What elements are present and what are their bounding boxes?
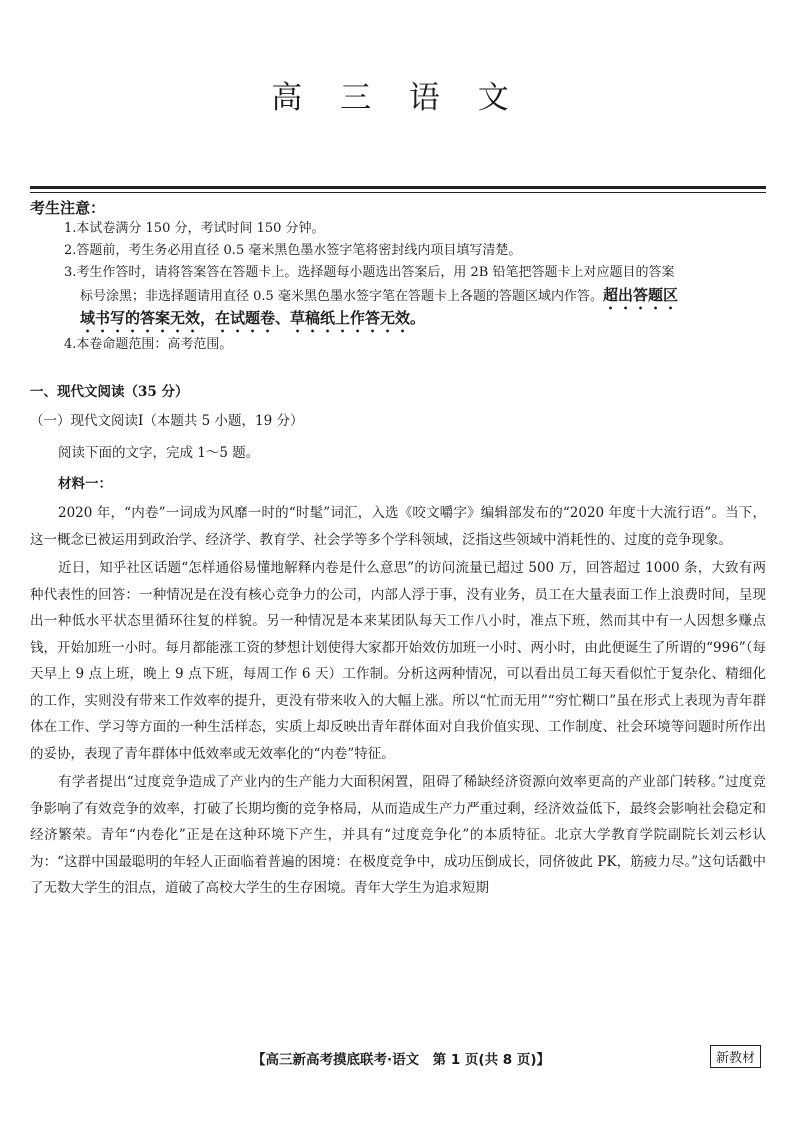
- material-label: 材料一：: [58, 476, 112, 492]
- page-footer: 【高三新高考摸底联考·语文 第 1 页(共 8 页)】: [252, 1052, 551, 1068]
- reading-instruction: 阅读下面的文字，完成 1～5 题。: [58, 445, 260, 461]
- header-divider-thick: [30, 186, 766, 189]
- section-heading: 一、现代文阅读（35 分）: [30, 384, 189, 400]
- notice-item-1: 1.本试卷满分 150 分，考试时间 150 分钟。: [64, 221, 325, 236]
- notice-emphasis: [80, 309, 425, 336]
- edition-badge: 新教材: [710, 1045, 761, 1068]
- page-title: 高 三 语 文: [271, 80, 523, 116]
- notice-item-2: 2.答题前，考生务必用直径 0.5 毫米黑色墨水签字笔将密封线内项目填写清楚。: [64, 243, 522, 258]
- notice-emphasis-start: 超出答题区: [602, 286, 678, 304]
- paragraph: 有学者提出“过度竞争造成了产业内的生产能力大面积闲置，阻碍了稀缺经济资源向效率更高的产业部门转移。”过度竞争影响了有效竞争的效率，打破了长期均衡的竞争格局，从而造成生产力严重过剩，经济效益低下，最终会影响社会稳定和经济繁荣。青年“内卷化”正是在这种环境下产生，并具有“过度竞争化”的本质特征。北京大学教育学院副院长刘云杉认为：“这群中国最聪明的年轻人正面临着普遍的困境：在极度竞争中，成功压倒成长，同侪彼此 PK，筋疲力尽。”这句话戳中了无数大学生的泪点，道破了高校大学生的生存困境。青年大学生为追求短期: [30, 774, 766, 896]
- paragraph: 近日，知乎社区话题“怎样通俗易懂地解释内卷是什么意思”的访问流量已超过 500 万，回答超过 1000 条，大致有两种代表性的回答：一种情况是在没有核心竞争力的公司，内部人浮于事，没有业务，员工在大量表面工作上浪费时间，呈现出一种低水平状态里循环往复的样貌。另一种情况是本来某团队每天工作八小时，准点下班，然而其中有一人因想多赚点钱，开始加班一小时。每月都能涨工资的梦想计划使得大家都开始效仿加班一小时、两小时，由此便诞生了所谓的“996”（每天早上 9 点上班，晚上 9 点下班，每周工作 6 天）工作制。分析这两种情况，可以看出员工每天看似忙于复杂化、精细化的工作，实则没有带来工作效率的提升，更没有带来收入的大幅上涨。所以“忙而无用”“穷忙糊口”虽在形式上表现为青年群体在工作、学习等方面的一种生活样态，实质上却反映出青年群体面对自我价值实现、工作制度、社会环境等问题时所作出的妥协，表现了青年群体中低效率或无效率化的“内卷”特征。: [30, 560, 766, 762]
- article-body: [30, 500, 766, 902]
- notice-item-3-line-2-text: 标号涂黑；非选择题请用直径 0.5 毫米黑色墨水签字笔在答题卡上各题的答题区域内作答。: [80, 289, 603, 304]
- notice-item-4: 4.本卷命题范围：高考范围。: [64, 337, 233, 352]
- subsection-heading: （一）现代文阅读Ⅰ（本题共 5 小题，19 分）: [30, 413, 304, 429]
- notice-emphasis-text: 域书写的答案无效，在试题卷、草稿纸上作答无效。: [80, 309, 426, 327]
- header-divider-thin: [30, 192, 766, 193]
- notice-heading: 考生注意：: [30, 199, 106, 217]
- paragraph: 2020 年，“内卷”一词成为风靡一时的“时髦”词汇，入选《咬文嚼字》编辑部发布的“2020 年度十大流行语”。当下，这一概念已被运用到政治学、经济学、教育学、社会学等多个学科领域，泛指这些领域中消耗性的、过度的竞争现象。: [30, 505, 766, 548]
- notice-item-3-line-1: 3.考生作答时，请将答案答在答题卡上。选择题每小题选出答案后，用 2B 铅笔把答题卡上对应题目的答案: [64, 265, 675, 280]
